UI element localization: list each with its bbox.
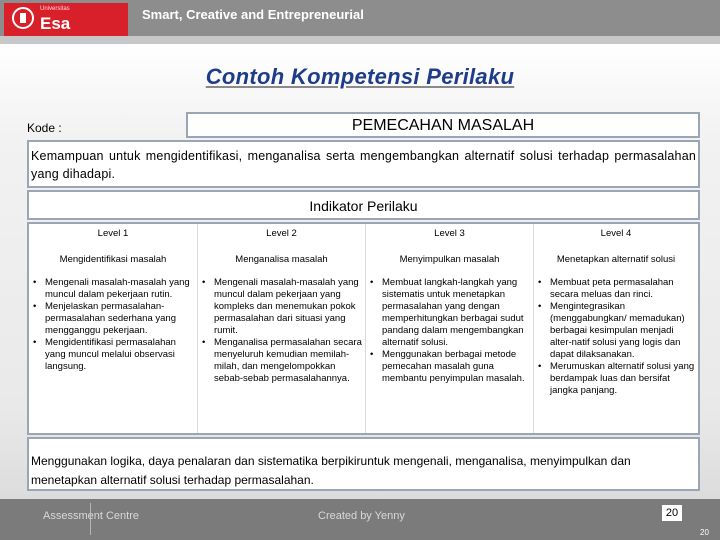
level-label: Level 2 (266, 228, 297, 239)
level-items (198, 277, 365, 385)
list-item (31, 277, 195, 301)
list-item-text: Mengenali masalah-masalah yang muncul dalam pekerjaan rutin. (45, 277, 190, 300)
conclusion-text: Menggunakan logika, daya penalaran dan sistematika berpikiruntuk mengenali, menganalisa, menyimpulkan dan menetapkan alternatif solusi terhadap permasalahan. (27, 437, 700, 491)
slide-number: 20 (665, 507, 679, 519)
level-title: Menetapkan alternatif solusi (556, 254, 676, 265)
list-item (368, 349, 531, 385)
level-items (29, 277, 197, 373)
bullet-icon: • (538, 361, 542, 372)
list-item-text: Membuat peta permasalahan secara meluas dan rinci. (550, 277, 674, 300)
level-column-1 (29, 224, 197, 433)
bullet-icon: • (202, 337, 206, 348)
list-item-text: Menggunakan berbagai metode pemecahan masalah guna membantu penyimpulan masalah. (382, 349, 525, 384)
level-column-4 (533, 224, 698, 433)
list-item-text: Merumuskan alternatif solusi yang berdampak luas dan bersifat jangka panjang. (550, 361, 695, 396)
list-item (536, 277, 696, 301)
kode-label: Kode : (27, 121, 62, 135)
list-item (31, 337, 195, 373)
list-item-text: Mengidentifikasi permasalahan yang muncul melalui observasi langsung. (45, 337, 176, 372)
level-label: Level 4 (600, 228, 632, 239)
indicator-header: Indikator Perilaku (27, 190, 700, 220)
list-item (368, 277, 531, 349)
level-grid (27, 222, 700, 435)
logo-name: Esa (40, 14, 71, 33)
footer-center-text: Created by Yenny (318, 510, 405, 522)
level-label: Level 1 (97, 228, 129, 239)
bullet-icon: • (33, 301, 37, 312)
header-stripe (0, 36, 720, 44)
list-item (200, 337, 363, 385)
level-label: Level 3 (434, 228, 465, 239)
list-item-text: Mengenali masalah-masalah yang muncul dalam pekerjaan yang kompleks dan menemukan pokok permasalahan dari situasi yang rumit. (214, 277, 359, 336)
list-item-text: Mengintegrasikan (menggabungkan/ memadukan) berbagai kesimpulan menjadi alter-natif solusi yang logis dan dapat dilaksanakan. (550, 301, 685, 360)
level-column-3 (365, 224, 533, 433)
logo-subtitle: Universitas (40, 6, 70, 12)
bullet-icon: • (370, 277, 374, 288)
competency-definition: Kemampuan untuk mengidentifikasi, menganalisa serta mengembangkan alternatif solusi terhadap permasalahan yang dihadapi. (27, 140, 700, 188)
tagline: Smart, Creative and Entrepreneurial (142, 7, 364, 22)
level-title: Menganalisa masalah (235, 254, 328, 265)
bullet-icon: • (33, 277, 37, 288)
level-title: Menyimpulkan masalah (399, 254, 500, 265)
list-item (536, 301, 696, 361)
page-number: 20 (700, 528, 709, 537)
bullet-icon: • (538, 277, 542, 288)
list-item-text: Menjelaskan permasalahan-permasalahan sederhana yang mengganggu pekerjaan. (45, 301, 176, 336)
list-item (31, 301, 195, 337)
bullet-icon: • (538, 301, 542, 312)
footer-left-text: Assessment Centre (43, 510, 139, 522)
list-item (536, 361, 696, 397)
bullet-icon: • (33, 337, 37, 348)
level-items (366, 277, 533, 385)
bullet-icon: • (202, 277, 206, 288)
list-item-text: Membuat langkah-langkah yang sistematis untuk menetapkan permasalahan yang dengan memperhitungkan berbagai sudut pandang dalam mengembangkan alternatif solusi. (382, 277, 524, 348)
list-item (200, 277, 363, 337)
level-title: Mengidentifikasi masalah (59, 254, 167, 265)
kode-value: PEMECAHAN MASALAH (186, 112, 700, 138)
logo-emblem-icon (12, 7, 34, 29)
slide-title: Contoh Kompetensi Perilaku (205, 64, 515, 89)
bullet-icon: • (370, 349, 374, 360)
level-items (534, 277, 698, 397)
top-banner (0, 0, 720, 36)
university-logo (4, 3, 128, 36)
list-item-text: Menganalisa permasalahan secara menyeluruh kemudian memilah-milah, dan mengelompokkan sebab-sebab permasalahannya. (214, 337, 362, 384)
level-column-2 (197, 224, 365, 433)
